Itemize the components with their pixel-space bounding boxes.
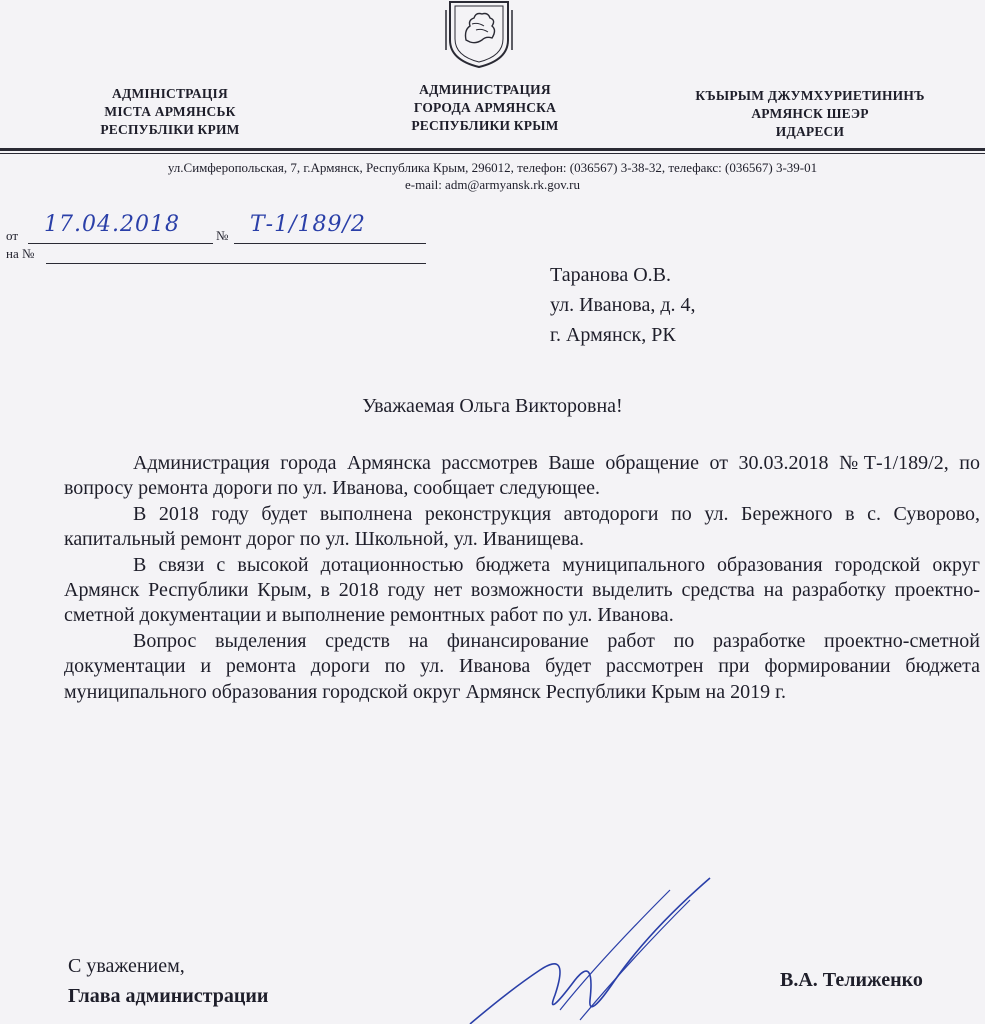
header-crimean-tatar — [660, 87, 960, 141]
number-underline — [234, 243, 426, 244]
handwritten-number: Т-1/189/2 — [250, 212, 366, 237]
body-paragraph: Администрация города Армянска рассмотрев Ваше обращение от 30.03.2018 №Т-1/189/2, по вопросу ремонта дороги по ул. Иванова, сообщает следующее. — [64, 452, 980, 500]
header-line: ИДАРЕСИ — [775, 124, 845, 139]
header-divider-thin — [0, 153, 985, 154]
header-line: ГОРОДА АРМЯНСКА — [413, 100, 557, 115]
header-line: АДМІНІСТРАЦІЯ — [112, 86, 228, 101]
header-line: АДМИНИСТРАЦИЯ — [419, 82, 551, 97]
recipient-street: ул. Иванова, д. 4, — [550, 294, 696, 316]
letter-body — [64, 451, 980, 705]
email-line: e-mail: adm@armyansk.rk.gov.ru — [404, 177, 581, 192]
contact-address — [0, 159, 985, 193]
recipient-name: Таранова О.В. — [550, 264, 672, 286]
coat-of-arms-icon — [442, 0, 516, 68]
date-underline — [28, 243, 213, 244]
reply-underline — [46, 263, 426, 264]
from-label: от — [6, 228, 19, 243]
address-line: ул.Симферопольская, 7, г.Армянск, Республика Крым, 296012, телефон: (036567) 3-38-32, телефакс: (036567) 3-39-01 — [167, 160, 818, 175]
header-ukrainian — [70, 85, 270, 139]
header-line: АРМЯНСК ШЕЭР — [751, 106, 869, 121]
recipient-block — [550, 260, 696, 350]
reply-label: на № — [6, 246, 35, 261]
regards-text: С уважением, — [68, 955, 185, 977]
handwritten-date: 17.04.2018 — [44, 212, 180, 237]
header-line: РЕСПУБЛИКИ КРЫМ — [411, 118, 559, 133]
salutation: Уважаемая Ольга Викторовна! — [362, 395, 623, 417]
signature-mark — [440, 860, 740, 1024]
header-divider — [0, 148, 985, 151]
closing-block — [68, 951, 268, 1011]
signer-position: Глава администрации — [68, 985, 269, 1007]
header-russian — [380, 81, 590, 135]
number-label: № — [216, 228, 229, 243]
body-paragraph: Вопрос выделения средств на финансирование работ по разработке проектно-сметной документации и ремонта дороги по ул. Иванова будет рассмотрен при формировании бюджета муниципального образования городской округ Армянск Республики Крым на 2019 г. — [64, 629, 980, 703]
header-line: МІСТА АРМЯНСЬК — [104, 104, 236, 119]
header-line: КЪЫРЫМ ДЖУМХУРИЕТИНИНЪ — [695, 88, 925, 103]
body-paragraph: В связи с высокой дотационностью бюджета муниципального образования городской округ Армянск Республики Крым, в 2018 году нет возможности выделить средства на разработку проектно-сметной документации и выполнение ремонтных работ по ул. Иванова. — [64, 553, 980, 627]
header-line: РЕСПУБЛІКИ КРИМ — [100, 122, 240, 137]
outgoing-date-field — [6, 228, 18, 244]
recipient-city: г. Армянск, РК — [550, 324, 676, 346]
body-paragraph: В 2018 году будет выполнена реконструкция автодороги по ул. Бережного в с. Суворово, капитальный ремонт дорог по ул. Школьной, ул. Иванищева. — [64, 502, 980, 551]
signer-name: В.А. Телиженко — [780, 969, 923, 991]
